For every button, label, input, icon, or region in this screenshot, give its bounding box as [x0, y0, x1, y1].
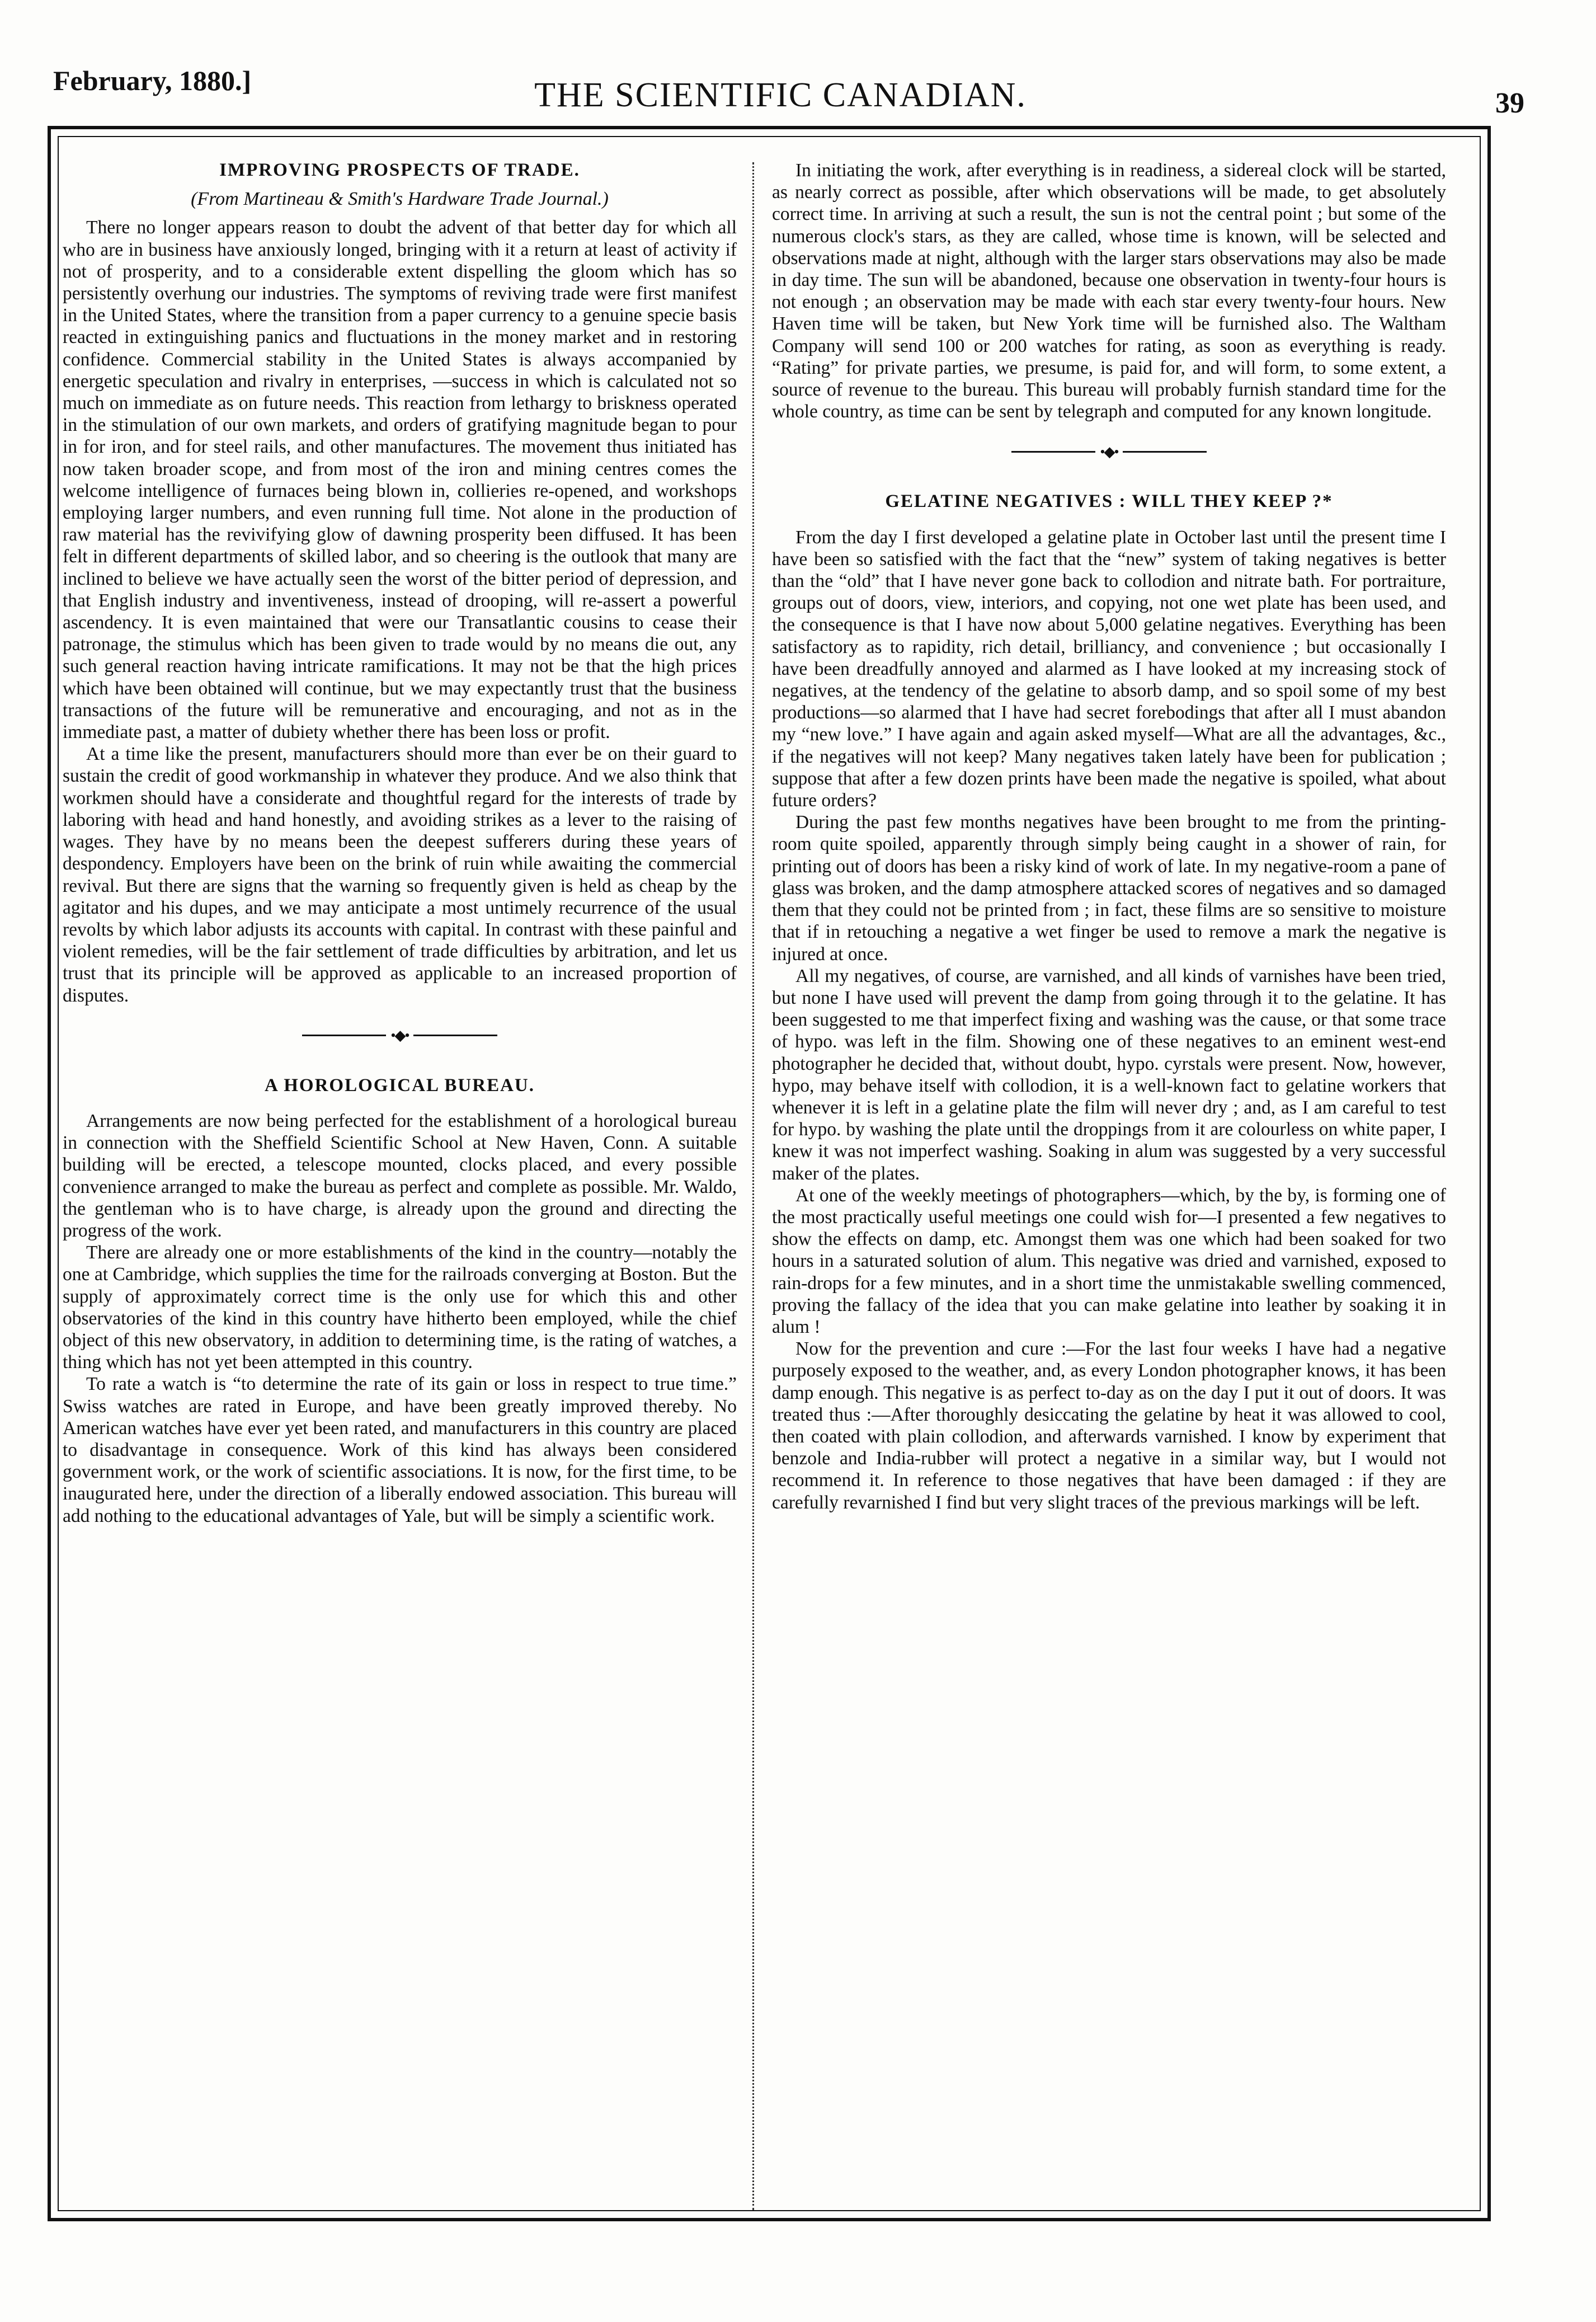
- paragraph: There are already one or more establishments of the kind in the country—notably the one at Cambridge, which supplies the time for the railroads converging at Boston. But the supply of approximately correct time is the only use for which this and other observatories of the kind in this country have hitherto been employed, while the chief object of this new observatory, in addition to determining time, is the rating of watches, a thing which has not yet been attempted in this country.: [63, 1242, 737, 1373]
- paragraph: At one of the weekly meetings of photographers—which, by the by, is forming one of the most practically useful meetings one could wish for—I presented a few negatives to show the effects on damp, etc. Amongst them was one which had been soaked for two hours in a saturated solution of alum. This negative was dried and varnished, exposed to rain-drops for a few minutes, and in a short time the unmistakable swelling commenced, proving the fallacy of the idea that you can make gelatine into leather by soaking it in alum !: [772, 1184, 1446, 1337]
- column-rule: [752, 162, 754, 2210]
- paragraph: Now for the prevention and cure :—For the last four weeks I have had a negative purposely exposed to the weather, and, as every London photographer knows, it has been damp enough. This negative is as perfect to-day as on the day I put it out of doors. It was treated thus :—After thoroughly desiccating the gelatine by heat it was allowed to cool, then coated with plain collodion, and afterwards varnished. I know by experiment that benzole and India-rubber will protect a negative in a similar way, but I would not recommend it. In reference to those negatives that have been damaged : if they are carefully revarnished I find but very slight traces of the previous markings will be left.: [772, 1338, 1446, 1513]
- section-divider: [772, 435, 1446, 468]
- paragraph: Arrangements are now being perfected for the establishment of a horological bureau in connection with the Sheffield Scientific School at New Haven, Conn. A suitable building will be erected, a telescope mounted, clocks placed, and every possible convenience arranged to make the bureau as perfect and complete as possible. Mr. Waldo, the gentleman who is to have charge, is already upon the ground and directing the progress of the work.: [63, 1110, 737, 1241]
- paragraph: During the past few months negatives have been brought to me from the printing-room quite spoiled, apparently through simply being caught in a shower of rain, for printing out of doors has been a risky kind of work of late. In my negative-room a pane of glass was broken, and the damp atmosphere attacked scores of negatives and so damaged them that they could not be printed from ; in fact, these films are so sensitive to moisture that if in retouching a negative a wet finger be used to remove a mark the negative is injured at once.: [772, 812, 1446, 965]
- divider-ornament: •◆•: [1100, 443, 1118, 460]
- article-source-trade: (From Martineau & Smith's Hardware Trade Journal.): [191, 189, 609, 210]
- paragraph: At a time like the present, manufacturers should more than ever be on their guard to sustain the credit of good workmanship in whatever they produce. And we also think that workmen should have a considerate and thoughtful regard for the interests of trade by laboring with head and hand honestly, and avoiding strikes as a lever to the raising of wages. They have by no means been the deepest sufferers during these years of despondency. Employers have been on the brink of ruin while awaiting the commercial revival. But there are signs that the warning so frequently given is held as cheap by the agitator and his dupes, and we may anticipate a most untimely recurrence of the usual revolts by which labor adjusts its accounts with capital. In contrast with these painful and violent remedies, will be the fair settlement of trade difficulties by arbitration, and let us trust that its principle will be approved as applicable to an increased proportion of disputes.: [63, 744, 737, 1006]
- paragraph: There no longer appears reason to doubt the advent of that better day for which all who are in business have anxiously longed, bringing with it a return at least of activity if not of prosperity, and to a considerable extent dispelling the gloom which has so persistently overhung our industries. The symptoms of reviving trade were first manifest in the United States, where the transition from a paper currency to a genuine specie basis reacted in extinguishing panics and fluctuations in the money market and in restoring confidence. Commercial stability in the United States is always accompanied by energetic speculation and rivalry in enterprises, —success in which is calculated not so much on immediate as on future needs. This reaction from lethargy to briskness operated in the stimulation of our own markets, and orders of gratifying magnitude began to pour in for iron, and for steel rails, and other manufactures. The movement thus initiated has now taken broader scope, and from most of the iron and mining centres comes the welcome intelligence of furnaces being blown in, collieries re-opened, and workshops employing larger numbers, and even running full time. Not alone in the production of raw material has the revivifying glow of dawning prosperity been diffused. It has been felt in different departments of skilled labor, and so cheering is the outlook that many are inclined to believe we have actually seen the worst of the bitter period of depression, and that English industry and inventiveness, instead of drooping, will re-assert a powerful ascendency. It is even maintained that were our Transatlantic cousins to cease their patronage, the stimulus which has been given to trade would by no means die out, any such general reaction having intricate ramifications. It may not be that the high prices which have been obtained will continue, but we may expectantly trust that the business transactions of the future will be remunerative and encouraging, and not as in the immediate past, a matter of dubiety whether there has been loss or profit.: [63, 217, 737, 743]
- right-column: [772, 159, 1446, 1513]
- divider-line: [1123, 451, 1207, 453]
- article-title-horological: A HOROLOGICAL BUREAU.: [265, 1075, 535, 1096]
- divider-ornament: •◆•: [390, 1027, 409, 1044]
- paragraph: All my negatives, of course, are varnished, and all kinds of varnishes have been tried, but none I have used will prevent the damp from going through it to the gelatine. It has been suggested to me that imperfect fixing and washing was the cause, or that some trace of hypo. was left in the film. Showing one of these negatives to an eminent west-end photographer he decided that, without doubt, hypo. cyrstals were present. Now, however, hypo, may behave itself with collodion, it is a well-known fact to gelatine workers that whenever it is left in a gelatine plate the film will never dry ; and, as I am careful to test for hypo. by washing the plate until the droppings from it are colourless on white paper, I knew it was not imperfect washing. Soaking in alum was suggested by a very successful maker of the plates.: [772, 965, 1446, 1184]
- paragraph: To rate a watch is “to determine the rate of its gain or loss in respect to true time.” Swiss watches are rated in Europe, and have been greatly improved thereby. No American watches have ever yet been rated, and manufacturers in this country are placed to disadvantage in consequence. Work of this kind has always been considered government work, or the work of scientific associations. It is now, for the first time, to be inaugurated here, under the direction of a liberally endowed association. This bureau will add nothing to the educational advantages of Yale, but will be simply a scientific work.: [63, 1374, 737, 1526]
- publication-title: THE SCIENTIFIC CANADIAN.: [534, 76, 1027, 114]
- running-head: [53, 59, 1524, 120]
- page-number: 39: [1495, 87, 1524, 119]
- divider-line: [413, 1035, 497, 1036]
- section-divider: [63, 1019, 737, 1052]
- article-title-gelatine: GELATINE NEGATIVES : WILL THEY KEEP ?*: [885, 491, 1333, 512]
- left-column: [63, 159, 737, 1527]
- article-title-trade: IMPROVING PROSPECTS OF TRADE.: [219, 160, 580, 180]
- paragraph: In initiating the work, after everything is in readiness, a sidereal clock will be started, as nearly correct as possible, after which observations will be made, to get absolutely correct time. In arriving at such a result, the sun is not the central point ; but some of the numerous clock's stars, as they are called, whose time is known, will be selected and observations made at night, although with the larger stars observations may also be made in day time. The sun will be abandoned, because one observation in twenty-four hours is not enough ; an observation may be made with each star every twenty-four hours. New Haven time will be taken, but New York time will be furnished also. The Waltham Company will send 100 or 200 watches for rating, as soon as everything is ready. “Rating” for private parties, we presume, is paid for, and will form, to some extent, a source of revenue to the bureau. This bureau will probably furnish standard time for the whole country, as time can be sent by telegraph and computed for any known longitude.: [772, 160, 1446, 422]
- paragraph: From the day I first developed a gelatine plate in October last until the present time I have been so satisfied with the fact that the “new” system of taking negatives is better than the “old” that I have never gone back to collodion and nitrate bath. For portraiture, groups out of doors, view, interiors, and copying, not one wet plate has been used, and the consequence is that I have now about 5,000 gelatine negatives. Everything has been satisfactory as to rapidity, rich detail, brilliancy, and convenience ; but occasionally I have been dreadfully annoyed and alarmed as I have looked at my increasing stock of negatives, at the tendency of the gelatine to absorb damp, and so spoil some of my best productions—so alarmed that I have had secret forebodings that after all I must abandon my “new love.” I have again and again asked myself—What are all the advantages, &c., if the negatives will not keep? Many negatives taken lately have been for publication ; suppose that after a few dozen prints have been made the negative is spoiled, what about future orders?: [772, 527, 1446, 811]
- divider-line: [302, 1035, 386, 1036]
- issue-date: February, 1880.]: [53, 65, 252, 96]
- divider-line: [1011, 451, 1095, 453]
